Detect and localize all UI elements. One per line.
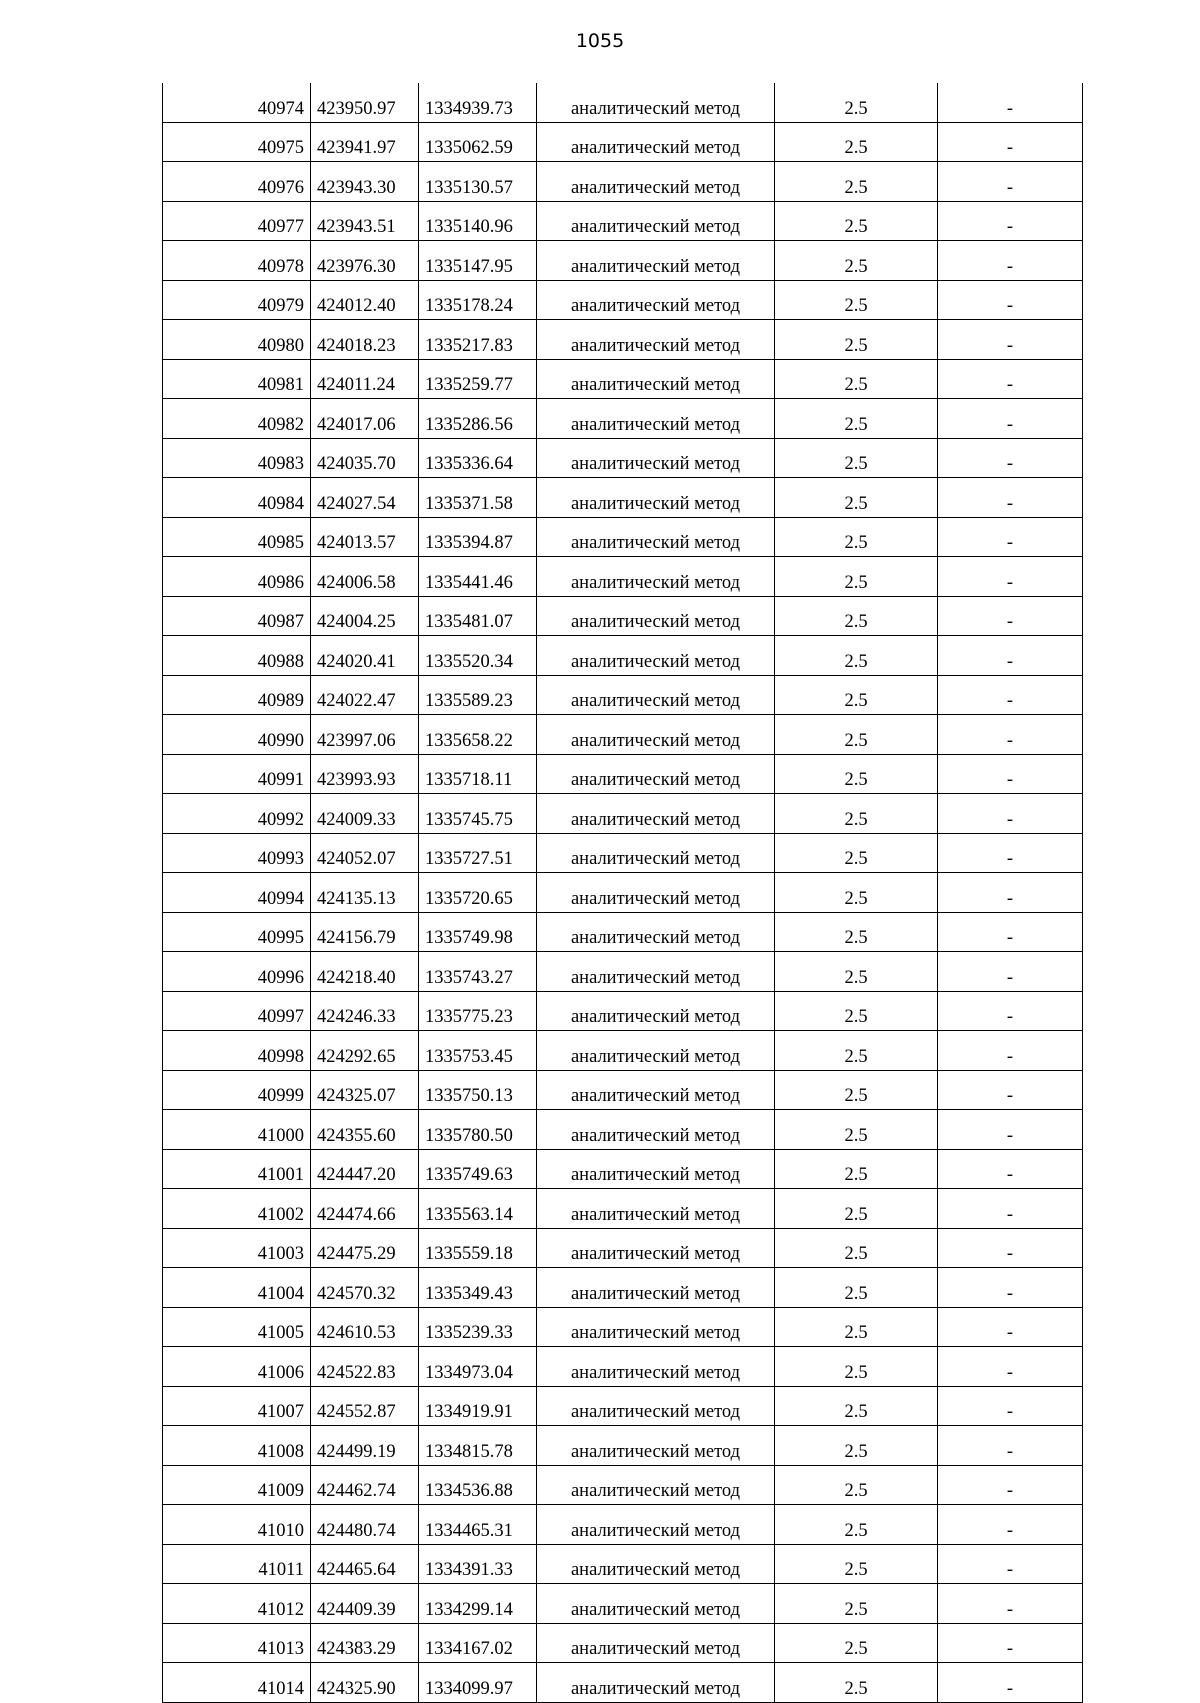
accuracy-cell: 2.5 xyxy=(775,1505,938,1545)
accuracy-cell: 2.5 xyxy=(775,1070,938,1110)
y-coordinate-cell: 1334465.31 xyxy=(419,1505,537,1545)
accuracy-cell: 2.5 xyxy=(775,596,938,636)
accuracy-cell: 2.5 xyxy=(775,1228,938,1268)
point-number-cell: 40995 xyxy=(163,912,311,952)
x-coordinate-cell: 424246.33 xyxy=(311,991,419,1031)
note-cell: - xyxy=(938,952,1083,992)
table-row xyxy=(163,794,1083,834)
method-cell: аналитический метод xyxy=(537,438,775,478)
x-coordinate-cell: 424218.40 xyxy=(311,952,419,992)
x-coordinate-cell: 424022.47 xyxy=(311,675,419,715)
y-coordinate-cell: 1335140.96 xyxy=(419,201,537,241)
note-cell: - xyxy=(938,280,1083,320)
accuracy-cell: 2.5 xyxy=(775,241,938,281)
method-cell: аналитический метод xyxy=(537,833,775,873)
y-coordinate-cell: 1334167.02 xyxy=(419,1623,537,1663)
point-number-cell: 40983 xyxy=(163,438,311,478)
point-number-cell: 40988 xyxy=(163,636,311,676)
accuracy-cell: 2.5 xyxy=(775,83,938,122)
y-coordinate-cell: 1335147.95 xyxy=(419,241,537,281)
y-coordinate-cell: 1335745.75 xyxy=(419,794,537,834)
note-cell: - xyxy=(938,1307,1083,1347)
x-coordinate-cell: 424135.13 xyxy=(311,873,419,913)
y-coordinate-cell: 1334391.33 xyxy=(419,1544,537,1584)
method-cell: аналитический метод xyxy=(537,675,775,715)
note-cell: - xyxy=(938,1386,1083,1426)
accuracy-cell: 2.5 xyxy=(775,359,938,399)
point-number-cell: 41010 xyxy=(163,1505,311,1545)
method-cell: аналитический метод xyxy=(537,794,775,834)
x-coordinate-cell: 424009.33 xyxy=(311,794,419,834)
y-coordinate-cell: 1335750.13 xyxy=(419,1070,537,1110)
accuracy-cell: 2.5 xyxy=(775,1149,938,1189)
y-coordinate-cell: 1334919.91 xyxy=(419,1386,537,1426)
y-coordinate-cell: 1334815.78 xyxy=(419,1426,537,1466)
method-cell: аналитический метод xyxy=(537,991,775,1031)
table-row xyxy=(163,1386,1083,1426)
method-cell: аналитический метод xyxy=(537,122,775,162)
table-row xyxy=(163,1031,1083,1071)
method-cell: аналитический метод xyxy=(537,241,775,281)
y-coordinate-cell: 1335559.18 xyxy=(419,1228,537,1268)
note-cell: - xyxy=(938,1347,1083,1387)
note-cell: - xyxy=(938,1505,1083,1545)
accuracy-cell: 2.5 xyxy=(775,1347,938,1387)
note-cell: - xyxy=(938,715,1083,755)
method-cell: аналитический метод xyxy=(537,1505,775,1545)
accuracy-cell: 2.5 xyxy=(775,715,938,755)
accuracy-cell: 2.5 xyxy=(775,794,938,834)
table-row xyxy=(163,241,1083,281)
x-coordinate-cell: 424465.64 xyxy=(311,1544,419,1584)
accuracy-cell: 2.5 xyxy=(775,1623,938,1663)
y-coordinate-cell: 1335589.23 xyxy=(419,675,537,715)
table-row xyxy=(163,1505,1083,1545)
note-cell: - xyxy=(938,557,1083,597)
point-number-cell: 41007 xyxy=(163,1386,311,1426)
method-cell: аналитический метод xyxy=(537,873,775,913)
point-number-cell: 41014 xyxy=(163,1663,311,1703)
accuracy-cell: 2.5 xyxy=(775,1544,938,1584)
note-cell: - xyxy=(938,991,1083,1031)
y-coordinate-cell: 1335130.57 xyxy=(419,162,537,202)
accuracy-cell: 2.5 xyxy=(775,1426,938,1466)
note-cell: - xyxy=(938,1544,1083,1584)
table-row xyxy=(163,991,1083,1031)
y-coordinate-cell: 1335749.98 xyxy=(419,912,537,952)
x-coordinate-cell: 424610.53 xyxy=(311,1307,419,1347)
method-cell: аналитический метод xyxy=(537,1584,775,1624)
y-coordinate-cell: 1335259.77 xyxy=(419,359,537,399)
accuracy-cell: 2.5 xyxy=(775,162,938,202)
x-coordinate-cell: 424325.90 xyxy=(311,1663,419,1703)
note-cell: - xyxy=(938,1070,1083,1110)
accuracy-cell: 2.5 xyxy=(775,912,938,952)
accuracy-cell: 2.5 xyxy=(775,1663,938,1703)
point-number-cell: 41012 xyxy=(163,1584,311,1624)
method-cell: аналитический метод xyxy=(537,399,775,439)
table-row xyxy=(163,478,1083,518)
note-cell: - xyxy=(938,201,1083,241)
point-number-cell: 40974 xyxy=(163,83,311,122)
accuracy-cell: 2.5 xyxy=(775,557,938,597)
x-coordinate-cell: 424027.54 xyxy=(311,478,419,518)
accuracy-cell: 2.5 xyxy=(775,320,938,360)
y-coordinate-cell: 1335062.59 xyxy=(419,122,537,162)
table-row xyxy=(163,1149,1083,1189)
note-cell: - xyxy=(938,754,1083,794)
method-cell: аналитический метод xyxy=(537,517,775,557)
point-number-cell: 40982 xyxy=(163,399,311,439)
point-number-cell: 41003 xyxy=(163,1228,311,1268)
method-cell: аналитический метод xyxy=(537,1149,775,1189)
point-number-cell: 40979 xyxy=(163,280,311,320)
y-coordinate-cell: 1334099.97 xyxy=(419,1663,537,1703)
y-coordinate-cell: 1335394.87 xyxy=(419,517,537,557)
y-coordinate-cell: 1335520.34 xyxy=(419,636,537,676)
note-cell: - xyxy=(938,1465,1083,1505)
x-coordinate-cell: 424011.24 xyxy=(311,359,419,399)
note-cell: - xyxy=(938,122,1083,162)
point-number-cell: 40990 xyxy=(163,715,311,755)
point-number-cell: 40980 xyxy=(163,320,311,360)
note-cell: - xyxy=(938,912,1083,952)
method-cell: аналитический метод xyxy=(537,1070,775,1110)
table-row xyxy=(163,1465,1083,1505)
table-row xyxy=(163,1663,1083,1703)
table-row xyxy=(163,1347,1083,1387)
table-row xyxy=(163,873,1083,913)
y-coordinate-cell: 1335563.14 xyxy=(419,1189,537,1229)
method-cell: аналитический метод xyxy=(537,1031,775,1071)
x-coordinate-cell: 423976.30 xyxy=(311,241,419,281)
method-cell: аналитический метод xyxy=(537,83,775,122)
table-row xyxy=(163,359,1083,399)
table-row xyxy=(163,912,1083,952)
accuracy-cell: 2.5 xyxy=(775,1465,938,1505)
method-cell: аналитический метод xyxy=(537,162,775,202)
point-number-cell: 40999 xyxy=(163,1070,311,1110)
y-coordinate-cell: 1335239.33 xyxy=(419,1307,537,1347)
table-row xyxy=(163,1584,1083,1624)
point-number-cell: 40976 xyxy=(163,162,311,202)
point-number-cell: 40981 xyxy=(163,359,311,399)
x-coordinate-cell: 424383.29 xyxy=(311,1623,419,1663)
y-coordinate-cell: 1335336.64 xyxy=(419,438,537,478)
note-cell: - xyxy=(938,794,1083,834)
accuracy-cell: 2.5 xyxy=(775,873,938,913)
x-coordinate-cell: 424156.79 xyxy=(311,912,419,952)
note-cell: - xyxy=(938,675,1083,715)
accuracy-cell: 2.5 xyxy=(775,201,938,241)
point-number-cell: 40978 xyxy=(163,241,311,281)
accuracy-cell: 2.5 xyxy=(775,636,938,676)
note-cell: - xyxy=(938,241,1083,281)
point-number-cell: 40984 xyxy=(163,478,311,518)
y-coordinate-cell: 1335441.46 xyxy=(419,557,537,597)
note-cell: - xyxy=(938,596,1083,636)
point-number-cell: 40993 xyxy=(163,833,311,873)
y-coordinate-cell: 1335720.65 xyxy=(419,873,537,913)
point-number-cell: 40998 xyxy=(163,1031,311,1071)
accuracy-cell: 2.5 xyxy=(775,952,938,992)
table-row xyxy=(163,636,1083,676)
note-cell: - xyxy=(938,83,1083,122)
method-cell: аналитический метод xyxy=(537,1386,775,1426)
method-cell: аналитический метод xyxy=(537,952,775,992)
table-row xyxy=(163,754,1083,794)
accuracy-cell: 2.5 xyxy=(775,1268,938,1308)
x-coordinate-cell: 424012.40 xyxy=(311,280,419,320)
table-row xyxy=(163,1110,1083,1150)
point-number-cell: 41009 xyxy=(163,1465,311,1505)
method-cell: аналитический метод xyxy=(537,1307,775,1347)
method-cell: аналитический метод xyxy=(537,1228,775,1268)
x-coordinate-cell: 423943.51 xyxy=(311,201,419,241)
table-row xyxy=(163,320,1083,360)
method-cell: аналитический метод xyxy=(537,478,775,518)
x-coordinate-cell: 424035.70 xyxy=(311,438,419,478)
accuracy-cell: 2.5 xyxy=(775,438,938,478)
point-number-cell: 40994 xyxy=(163,873,311,913)
table-row xyxy=(163,1268,1083,1308)
point-number-cell: 40989 xyxy=(163,675,311,715)
point-number-cell: 41002 xyxy=(163,1189,311,1229)
x-coordinate-cell: 424292.65 xyxy=(311,1031,419,1071)
x-coordinate-cell: 423950.97 xyxy=(311,83,419,122)
method-cell: аналитический метод xyxy=(537,1544,775,1584)
accuracy-cell: 2.5 xyxy=(775,833,938,873)
point-number-cell: 40996 xyxy=(163,952,311,992)
note-cell: - xyxy=(938,1623,1083,1663)
y-coordinate-cell: 1334973.04 xyxy=(419,1347,537,1387)
accuracy-cell: 2.5 xyxy=(775,122,938,162)
method-cell: аналитический метод xyxy=(537,1465,775,1505)
table-row xyxy=(163,201,1083,241)
x-coordinate-cell: 424522.83 xyxy=(311,1347,419,1387)
note-cell: - xyxy=(938,517,1083,557)
method-cell: аналитический метод xyxy=(537,912,775,952)
accuracy-cell: 2.5 xyxy=(775,991,938,1031)
note-cell: - xyxy=(938,873,1083,913)
table-row xyxy=(163,438,1083,478)
method-cell: аналитический метод xyxy=(537,1268,775,1308)
method-cell: аналитический метод xyxy=(537,1347,775,1387)
note-cell: - xyxy=(938,1149,1083,1189)
method-cell: аналитический метод xyxy=(537,715,775,755)
note-cell: - xyxy=(938,478,1083,518)
note-cell: - xyxy=(938,1228,1083,1268)
method-cell: аналитический метод xyxy=(537,1189,775,1229)
point-number-cell: 41006 xyxy=(163,1347,311,1387)
note-cell: - xyxy=(938,1189,1083,1229)
point-number-cell: 40997 xyxy=(163,991,311,1031)
x-coordinate-cell: 424006.58 xyxy=(311,557,419,597)
accuracy-cell: 2.5 xyxy=(775,1584,938,1624)
y-coordinate-cell: 1334536.88 xyxy=(419,1465,537,1505)
y-coordinate-cell: 1335481.07 xyxy=(419,596,537,636)
coordinates-table-body xyxy=(163,83,1083,1702)
note-cell: - xyxy=(938,438,1083,478)
note-cell: - xyxy=(938,1426,1083,1466)
accuracy-cell: 2.5 xyxy=(775,675,938,715)
x-coordinate-cell: 423993.93 xyxy=(311,754,419,794)
table-row xyxy=(163,1307,1083,1347)
table-row xyxy=(163,1426,1083,1466)
x-coordinate-cell: 424570.32 xyxy=(311,1268,419,1308)
y-coordinate-cell: 1335349.43 xyxy=(419,1268,537,1308)
note-cell: - xyxy=(938,1663,1083,1703)
point-number-cell: 40986 xyxy=(163,557,311,597)
note-cell: - xyxy=(938,1110,1083,1150)
x-coordinate-cell: 424552.87 xyxy=(311,1386,419,1426)
point-number-cell: 40987 xyxy=(163,596,311,636)
note-cell: - xyxy=(938,399,1083,439)
table-row xyxy=(163,715,1083,755)
note-cell: - xyxy=(938,833,1083,873)
point-number-cell: 41008 xyxy=(163,1426,311,1466)
method-cell: аналитический метод xyxy=(537,557,775,597)
method-cell: аналитический метод xyxy=(537,754,775,794)
point-number-cell: 41013 xyxy=(163,1623,311,1663)
table-row xyxy=(163,833,1083,873)
x-coordinate-cell: 424018.23 xyxy=(311,320,419,360)
point-number-cell: 41001 xyxy=(163,1149,311,1189)
y-coordinate-cell: 1335178.24 xyxy=(419,280,537,320)
x-coordinate-cell: 424447.20 xyxy=(311,1149,419,1189)
point-number-cell: 41005 xyxy=(163,1307,311,1347)
x-coordinate-cell: 424462.74 xyxy=(311,1465,419,1505)
note-cell: - xyxy=(938,320,1083,360)
method-cell: аналитический метод xyxy=(537,280,775,320)
accuracy-cell: 2.5 xyxy=(775,1189,938,1229)
accuracy-cell: 2.5 xyxy=(775,1110,938,1150)
y-coordinate-cell: 1334299.14 xyxy=(419,1584,537,1624)
point-number-cell: 40975 xyxy=(163,122,311,162)
method-cell: аналитический метод xyxy=(537,596,775,636)
table-row xyxy=(163,1189,1083,1229)
method-cell: аналитический метод xyxy=(537,636,775,676)
point-number-cell: 41004 xyxy=(163,1268,311,1308)
table-row xyxy=(163,162,1083,202)
page-number: 1055 xyxy=(575,30,625,52)
coordinates-table xyxy=(162,83,1083,1703)
point-number-cell: 40985 xyxy=(163,517,311,557)
accuracy-cell: 2.5 xyxy=(775,399,938,439)
table-row xyxy=(163,1544,1083,1584)
table-row xyxy=(163,1228,1083,1268)
table-row xyxy=(163,517,1083,557)
table-row xyxy=(163,122,1083,162)
point-number-cell: 40991 xyxy=(163,754,311,794)
accuracy-cell: 2.5 xyxy=(775,754,938,794)
accuracy-cell: 2.5 xyxy=(775,517,938,557)
table-row xyxy=(163,1070,1083,1110)
method-cell: аналитический метод xyxy=(537,1623,775,1663)
table-row xyxy=(163,83,1083,122)
y-coordinate-cell: 1335749.63 xyxy=(419,1149,537,1189)
y-coordinate-cell: 1335753.45 xyxy=(419,1031,537,1071)
method-cell: аналитический метод xyxy=(537,320,775,360)
accuracy-cell: 2.5 xyxy=(775,1386,938,1426)
y-coordinate-cell: 1335371.58 xyxy=(419,478,537,518)
accuracy-cell: 2.5 xyxy=(775,1031,938,1071)
x-coordinate-cell: 424355.60 xyxy=(311,1110,419,1150)
table-row xyxy=(163,399,1083,439)
method-cell: аналитический метод xyxy=(537,201,775,241)
note-cell: - xyxy=(938,1031,1083,1071)
note-cell: - xyxy=(938,1584,1083,1624)
note-cell: - xyxy=(938,359,1083,399)
note-cell: - xyxy=(938,636,1083,676)
table-row xyxy=(163,280,1083,320)
point-number-cell: 41000 xyxy=(163,1110,311,1150)
table-row xyxy=(163,675,1083,715)
x-coordinate-cell: 423943.30 xyxy=(311,162,419,202)
x-coordinate-cell: 424004.25 xyxy=(311,596,419,636)
method-cell: аналитический метод xyxy=(537,1426,775,1466)
accuracy-cell: 2.5 xyxy=(775,1307,938,1347)
point-number-cell: 41011 xyxy=(163,1544,311,1584)
x-coordinate-cell: 424017.06 xyxy=(311,399,419,439)
y-coordinate-cell: 1335775.23 xyxy=(419,991,537,1031)
y-coordinate-cell: 1335718.11 xyxy=(419,754,537,794)
y-coordinate-cell: 1335727.51 xyxy=(419,833,537,873)
x-coordinate-cell: 423941.97 xyxy=(311,122,419,162)
accuracy-cell: 2.5 xyxy=(775,478,938,518)
x-coordinate-cell: 424409.39 xyxy=(311,1584,419,1624)
method-cell: аналитический метод xyxy=(537,1110,775,1150)
table-row xyxy=(163,557,1083,597)
table-row xyxy=(163,1623,1083,1663)
note-cell: - xyxy=(938,1268,1083,1308)
y-coordinate-cell: 1335217.83 xyxy=(419,320,537,360)
y-coordinate-cell: 1335780.50 xyxy=(419,1110,537,1150)
x-coordinate-cell: 424013.57 xyxy=(311,517,419,557)
accuracy-cell: 2.5 xyxy=(775,280,938,320)
table-row xyxy=(163,952,1083,992)
x-coordinate-cell: 424499.19 xyxy=(311,1426,419,1466)
y-coordinate-cell: 1334939.73 xyxy=(419,83,537,122)
table-row xyxy=(163,596,1083,636)
y-coordinate-cell: 1335743.27 xyxy=(419,952,537,992)
point-number-cell: 40992 xyxy=(163,794,311,834)
x-coordinate-cell: 424052.07 xyxy=(311,833,419,873)
point-number-cell: 40977 xyxy=(163,201,311,241)
x-coordinate-cell: 424020.41 xyxy=(311,636,419,676)
x-coordinate-cell: 424325.07 xyxy=(311,1070,419,1110)
x-coordinate-cell: 424475.29 xyxy=(311,1228,419,1268)
x-coordinate-cell: 424474.66 xyxy=(311,1189,419,1229)
y-coordinate-cell: 1335658.22 xyxy=(419,715,537,755)
x-coordinate-cell: 424480.74 xyxy=(311,1505,419,1545)
y-coordinate-cell: 1335286.56 xyxy=(419,399,537,439)
note-cell: - xyxy=(938,162,1083,202)
x-coordinate-cell: 423997.06 xyxy=(311,715,419,755)
method-cell: аналитический метод xyxy=(537,1663,775,1703)
method-cell: аналитический метод xyxy=(537,359,775,399)
